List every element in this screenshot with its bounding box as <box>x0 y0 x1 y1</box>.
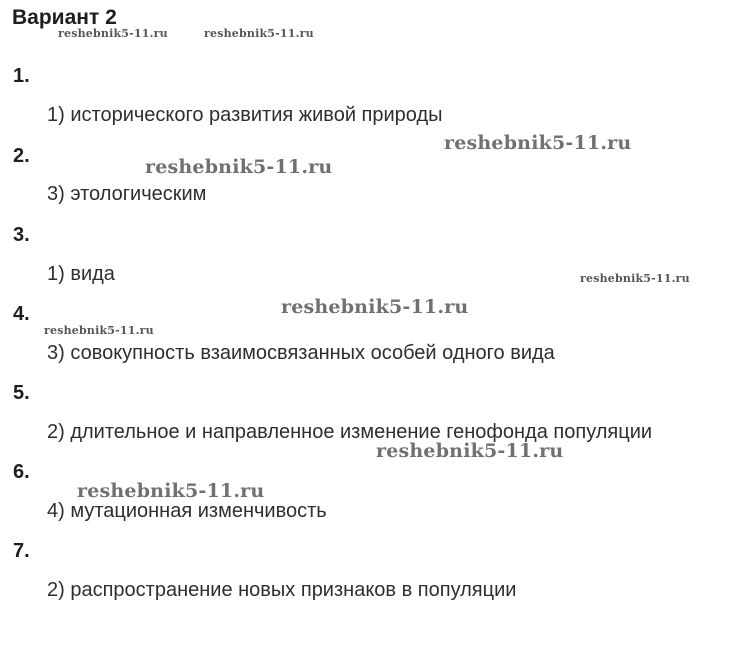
watermark: reshebnik5-11.ru <box>77 480 265 502</box>
watermark: reshebnik5-11.ru <box>58 27 168 40</box>
question-number-2: 2. <box>13 145 30 167</box>
watermark: reshebnik5-11.ru <box>204 27 314 40</box>
question-number-1: 1. <box>13 65 30 87</box>
question-number-7: 7. <box>13 540 30 562</box>
question-number-5: 5. <box>13 382 30 404</box>
page-title: Вариант 2 <box>12 6 117 29</box>
answer-7: 2) распространение новых признаков в популяции <box>47 579 517 601</box>
answer-4: 3) совокупность взаимосвязанных особей одного вида <box>47 342 555 364</box>
question-number-3: 3. <box>13 224 30 246</box>
watermark: reshebnik5-11.ru <box>44 324 154 337</box>
watermark: reshebnik5-11.ru <box>281 296 469 318</box>
question-number-4: 4. <box>13 303 30 325</box>
watermark: reshebnik5-11.ru <box>145 156 333 178</box>
answer-6: 4) мутационная изменчивость <box>47 500 327 522</box>
answer-5: 2) длительное и направленное изменение генофонда популяции <box>47 421 653 443</box>
watermark: reshebnik5-11.ru <box>376 440 564 462</box>
watermark: reshebnik5-11.ru <box>444 132 632 154</box>
question-number-6: 6. <box>13 461 30 483</box>
answer-3: 1) вида <box>47 263 115 285</box>
watermark: reshebnik5-11.ru <box>580 272 690 285</box>
answer-2: 3) этологическим <box>47 183 207 205</box>
answer-1: 1) исторического развития живой природы <box>47 104 443 126</box>
